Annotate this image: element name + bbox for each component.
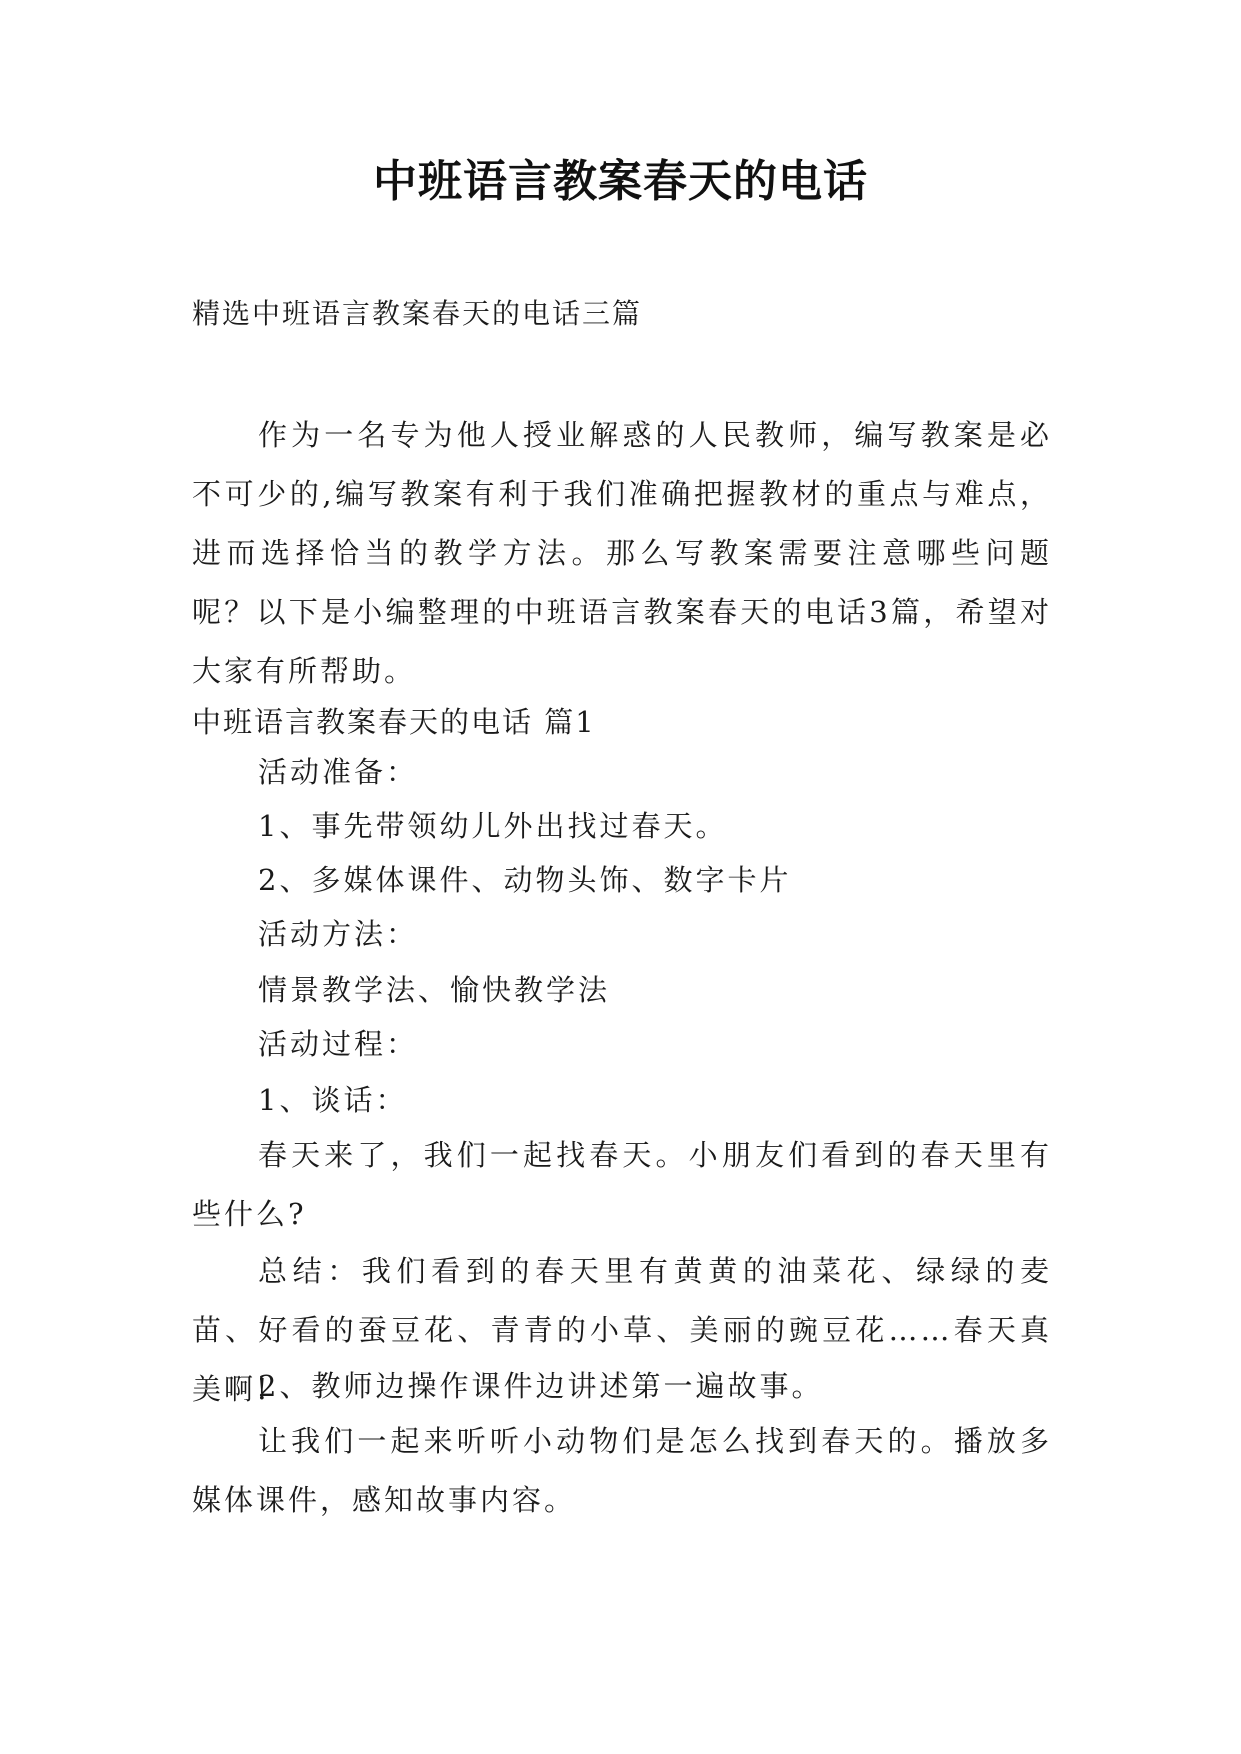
document-subtitle: 精选中班语言教案春天的电话三篇 (192, 297, 643, 330)
summary-paragraph: 总结：我们看到的春天里有黄黄的油菜花、绿绿的麦苗、好看的蚕豆花、青青的小草、美丽的豌豆花……春天真美啊! (192, 1254, 1052, 1406)
activity-prep-heading: 活动准备： (258, 755, 419, 789)
listen-paragraph: 让我们一起来听听小动物们是怎么找到春天的。播放多媒体课件，感知故事内容。 (192, 1424, 1052, 1517)
activity-method-text: 情景教学法、愉快教学法 (258, 973, 611, 1007)
process-step-2: 2、教师边操作课件边讲述第一遍故事。 (258, 1369, 824, 1403)
intro-paragraph: 作为一名专为他人授业解惑的人民教师，编写教案是必不可少的,编写教案有利于我们准确把握教材的重点与难点，进而选择恰当的教学方法。那么写教案需要注意哪些问题呢？以下是小编整理的中班语言教案春天的电话3篇，希望对大家有所帮助。 (192, 418, 1052, 688)
activity-prep-item-1: 1、事先带领幼儿外出找过春天。 (258, 809, 728, 843)
document-title: 中班语言教案春天的电话 (373, 156, 868, 207)
section-heading: 中班语言教案春天的电话 篇1 (192, 705, 596, 739)
activity-prep-item-2: 2、多媒体课件、动物头饰、数字卡片 (258, 863, 792, 897)
activity-method-heading: 活动方法： (258, 917, 419, 951)
spring-paragraph: 春天来了，我们一起找春天。小朋友们看到的春天里有些什么? (192, 1138, 1052, 1231)
activity-process-heading: 活动过程： (258, 1027, 419, 1061)
process-step-1: 1、谈话： (258, 1083, 408, 1117)
